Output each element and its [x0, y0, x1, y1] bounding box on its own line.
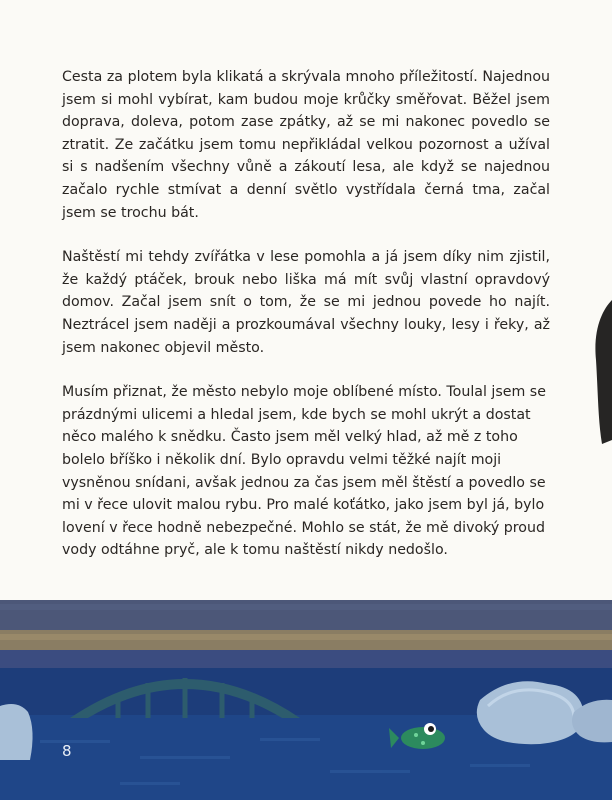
far-bank [0, 650, 612, 670]
rock-left [0, 704, 33, 760]
cat-tail-illustration [595, 300, 612, 444]
page-number: 8 [62, 742, 72, 760]
paragraph-1: Cesta za plotem byla klikatá a skrývala mnoho příležitostí. Najednou jsem si mohl vybírat, kam budou moje krůčky směřovat. Běžel jsem doprava, doleva, potom zase zpátky, až se mi nakonec povedlo se ztratit. Ze začátku jsem tomu nepřikládal velkou pozornost a užíval si s nadšením všechny vůně a zákoutí lesa, ale když se najednou začalo rychle stmívat a denní světlo vystřídala černá tma, začal jsem se trochu bát. [62, 69, 550, 221]
paragraph-2: Naštěstí mi tehdy zvířátka v lese pomohla a já jsem díky nim zjistil, že každý ptáček, brouk nebo liška má mít svůj vlastní opravdový domov. Začal jsem snít o tom, že se mi jednou povede ho najít. Neztrácel jsem naději a prozkoumával všechny louky, lesy i řeky, až jsem nakonec objevil město. [62, 249, 550, 356]
paragraph-3: Musím přiznat, že město nebylo moje oblíbené místo. Toulal jsem se prázdnými ulicemi a hledal jsem, kde bych se mohl ukrýt a dostat něco malého k snědku. Často jsem měl velký hlad, až mě z toho bolelo bříško i několik dní. Bylo opravdu velmi těžké najít moji vysněnou snídani, avšak jednou za čas jsem měl štěstí a povedlo se mi v řece ulovit malou rybu. Pro malé koťátko, jako jsem byl já, bylo lovení v řece hodně nebezpečné. Mohlo se stát, že mě divoký proud vody odtáhne pryč, ale k tomu naštěstí nikdy nedošlo. [62, 384, 546, 559]
